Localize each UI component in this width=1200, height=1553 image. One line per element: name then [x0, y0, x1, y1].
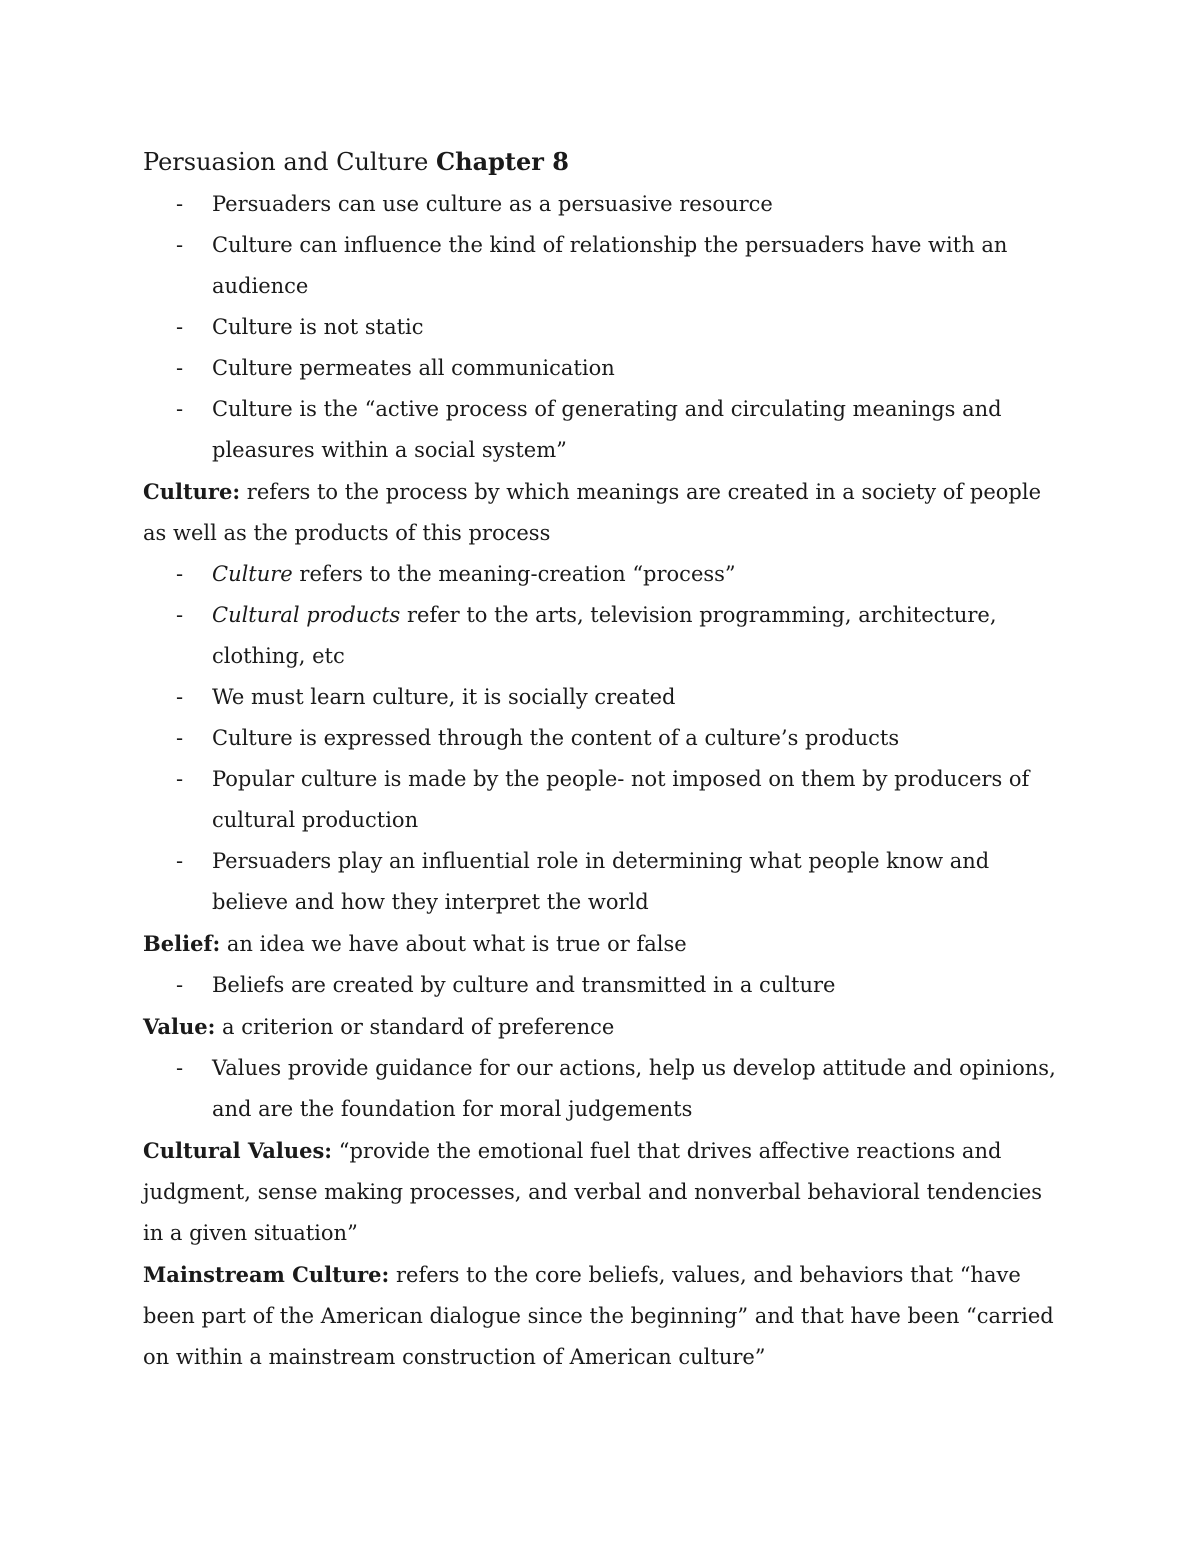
definition-text: an idea we have about what is true or false	[220, 932, 687, 956]
title-text: Persuasion and Culture	[143, 148, 437, 176]
dash-marker: -	[176, 603, 184, 627]
belief-definition	[143, 923, 1058, 965]
list-item: - Culture is not static	[143, 307, 1058, 348]
culture-bullet-list	[143, 554, 1058, 923]
dash-marker: -	[176, 356, 184, 380]
definition-term: Mainstream Culture:	[143, 1262, 390, 1287]
dash-marker: -	[176, 233, 184, 257]
cultural-values-definition	[143, 1130, 1058, 1254]
definition-text: “provide the emotional fuel that drives affective reactions and judgment, sense making processes, and verbal and nonverbal behavioral tendencies in a given situation”	[143, 1139, 1043, 1245]
dash-marker: -	[176, 192, 184, 216]
title-chapter: Chapter 8	[436, 147, 569, 176]
list-item: - Values provide guidance for our actions, help us develop attitude and opinions, and are the foundation for moral judgements	[143, 1048, 1058, 1130]
value-bullet-list	[143, 1048, 1058, 1130]
dash-marker: -	[176, 397, 184, 421]
dash-marker: -	[176, 685, 184, 709]
definition-term: Value:	[143, 1014, 216, 1039]
definition-text: a criterion or standard of preference	[215, 1015, 615, 1039]
list-item: - Popular culture is made by the people- not imposed on them by producers of cultural production	[143, 759, 1058, 841]
list-item: - Culture refers to the meaning-creation “process”	[143, 554, 1058, 595]
intro-bullet-list	[143, 184, 1058, 471]
list-item: - Culture is expressed through the content of a culture’s products	[143, 718, 1058, 759]
list-item: - Culture can influence the kind of relationship the persuaders have with an audience	[143, 225, 1058, 307]
definition-term: Belief:	[143, 931, 221, 956]
dash-marker: -	[176, 1056, 184, 1080]
definition-text: refers to the process by which meanings are created in a society of people as well as the products of this process	[143, 480, 1041, 545]
definition-text: refers to the core beliefs, values, and behaviors that “have been part of the American dialogue since the beginning” and that have been “carried on within a mainstream construction of American culture”	[143, 1263, 1054, 1369]
document-page	[143, 140, 1058, 1378]
dash-marker: -	[176, 315, 184, 339]
dash-marker: -	[176, 562, 184, 586]
definition-term: Cultural Values:	[143, 1138, 333, 1163]
mainstream-culture-definition	[143, 1254, 1058, 1378]
belief-bullet-list	[143, 965, 1058, 1006]
document-title	[143, 140, 1058, 184]
list-item: - Cultural products refer to the arts, television programming, architecture, clothing, etc	[143, 595, 1058, 677]
value-definition	[143, 1006, 1058, 1048]
list-item: - Beliefs are created by culture and transmitted in a culture	[143, 965, 1058, 1006]
list-item: - We must learn culture, it is socially created	[143, 677, 1058, 718]
definition-term: Culture:	[143, 479, 241, 504]
dash-marker: -	[176, 973, 184, 997]
list-item: - Culture permeates all communication	[143, 348, 1058, 389]
culture-definition	[143, 471, 1058, 554]
list-item: - Persuaders play an influential role in determining what people know and believe and how they interpret the world	[143, 841, 1058, 923]
dash-marker: -	[176, 767, 184, 791]
list-item: - Culture is the “active process of generating and circulating meanings and pleasures within a social system”	[143, 389, 1058, 471]
list-item: - Persuaders can use culture as a persuasive resource	[143, 184, 1058, 225]
dash-marker: -	[176, 849, 184, 873]
dash-marker: -	[176, 726, 184, 750]
